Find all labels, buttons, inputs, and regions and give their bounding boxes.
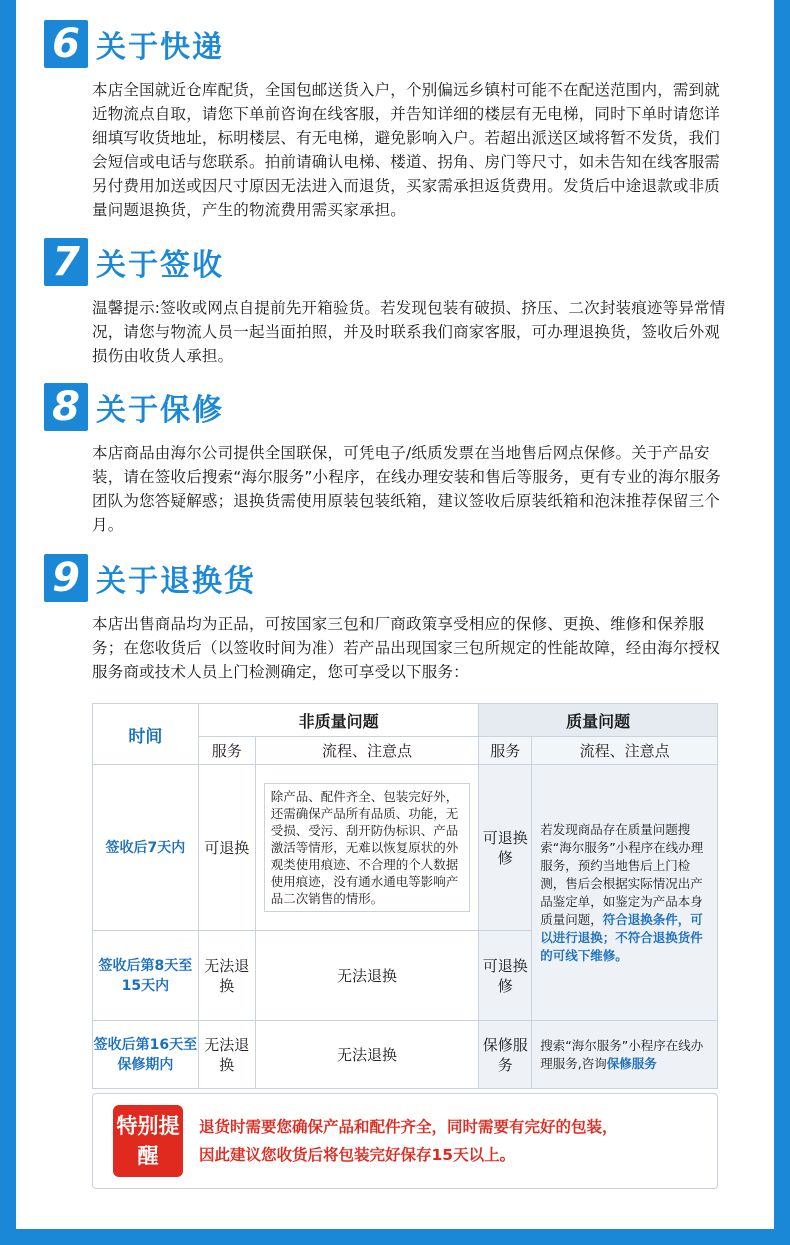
section-body: 温馨提示:签收或网点自提前先开箱验货。若发现包装有破损、挤压、二次封装痕迹等异常情况，请您与物流人员一起当面拍照，并及时联系我们商家客服，可办理退换货，签收后外观损伤由收货人承担。 [92,299,726,365]
section-warranty [44,383,744,537]
section-header [44,383,744,431]
header-nq-flow: 流程、注意点 [255,737,479,765]
section-delivery [44,20,744,222]
q-flow-text: 若发现商品存在质量问题搜索“海尔服务”小程序在线办理服务，预约当地售后上门检测，售后会根据实际情况出产品鉴定单，如鉴定为产品本身质量问题， [540,821,704,927]
section-title: 关于退换货 [96,564,256,599]
section-header [44,238,744,286]
row-nq-flow: 无法退换 [255,1021,479,1089]
table-row [93,765,718,931]
header-nq-service: 服务 [198,737,255,765]
section-number-badge: 6 [44,20,88,68]
section-title: 关于快递 [96,30,224,65]
row-nq-service: 可退换 [198,765,255,931]
reminder-badge: 特别提醒 [113,1105,183,1177]
header-q-flow: 流程、注意点 [532,737,718,765]
row-nq-flow-box: 除产品、配件齐全、包装完好外，还需确保产品所有品质、功能，无受损、受污、刮开防伪标识、产品激活等情形，无难以恢复原状的外观类使用痕迹、不合理的个人数据使用痕迹，没有通水通电等影响产品二次销售的情形。 [264,783,471,912]
section-number-badge: 9 [44,554,88,602]
q-flow-highlight: 保修服务 [606,1055,657,1071]
row-q-flow [532,1021,718,1089]
section-header [44,554,744,602]
header-q-service: 服务 [479,737,532,765]
row-time: 签收后第8天至15天内 [93,931,199,1021]
header-nonquality: 非质量问题 [198,704,479,737]
header-time: 时间 [93,704,199,765]
reminder-line-2: 因此建议您收货后将包装完好保存15天以上。 [199,1146,516,1164]
row-q-service: 保修服务 [479,1021,532,1089]
row-q-service: 可退换修 [479,765,532,931]
section-header [44,20,744,68]
section-title: 关于保修 [96,393,224,428]
q-flow-text: 搜索“海尔服务”小程序在线办理服务,咨询 [540,1037,704,1071]
row-q-service: 可退换修 [479,931,532,1021]
header-quality: 质量问题 [479,704,718,737]
table-row [93,1021,718,1089]
frame-right-border [774,0,790,1245]
section-number-badge: 8 [44,383,88,431]
section-number-badge: 7 [44,238,88,286]
section-body: 本店商品由海尔公司提供全国联保，可凭电子/纸质发票在当地售后网点保修。关于产品安装，请在签收后搜索“海尔服务”小程序，在线办理安装和售后等服务，更有专业的海尔服务团队为您答疑解惑；退换货需使用原装包装纸箱，建议签收后原装纸箱和泡沫推荐保留三个月。 [92,444,721,534]
row-time: 签收后第16天至保修期内 [93,1021,199,1089]
row-nq-service: 无法退换 [198,931,255,1021]
row-nq-service: 无法退换 [198,1021,255,1089]
section-title: 关于签收 [96,248,224,283]
reminder-text [199,1113,618,1169]
row-q-flow [532,765,718,1021]
special-reminder [92,1093,718,1189]
section-returns [44,554,744,684]
frame-left-border [0,0,16,1245]
row-nq-flow [255,765,479,931]
q-flow-highlight: 符合退换条件，可以进行退换；不符合退换货件的可线下维修。 [540,911,703,963]
section-body: 本店全国就近仓库配货，全国包邮送货入户，个别偏远乡镇村可能不在配送范围内，需到就近物流点自取，请您下单前咨询在线客服，并告知详细的楼层有无电梯，同时下单时请您详细填写收货地址，标明楼层、有无电梯，避免影响入户。若超出派送区域将暂不发货，我们会短信或电话与您联系。拍前请确认电梯、楼道、拐角、房门等尺寸，如未告知在线客服需另付费用加送或因尺寸原因无法进入而退货，买家需承担返货费用。发货后中途退款或非质量问题退换货，产生的物流费用需买家承担。 [92,81,721,219]
row-time: 签收后7天内 [93,765,199,931]
reminder-line-1: 退货时需要您确保产品和配件齐全，同时需要有完好的包装， [199,1118,618,1136]
row-nq-flow: 无法退换 [255,931,479,1021]
section-body: 本店出售商品均为正品，可按国家三包和厂商政策享受相应的保修、更换、维修和保养服务；在您收货后（以签收时间为准）若产品出现国家三包所规定的性能故障，经由海尔授权服务商或技术人员上门检测确定，您可享受以下服务： [92,615,721,681]
frame-bottom-border [0,1229,790,1245]
return-policy-table [92,703,718,1089]
section-signing [44,238,744,368]
